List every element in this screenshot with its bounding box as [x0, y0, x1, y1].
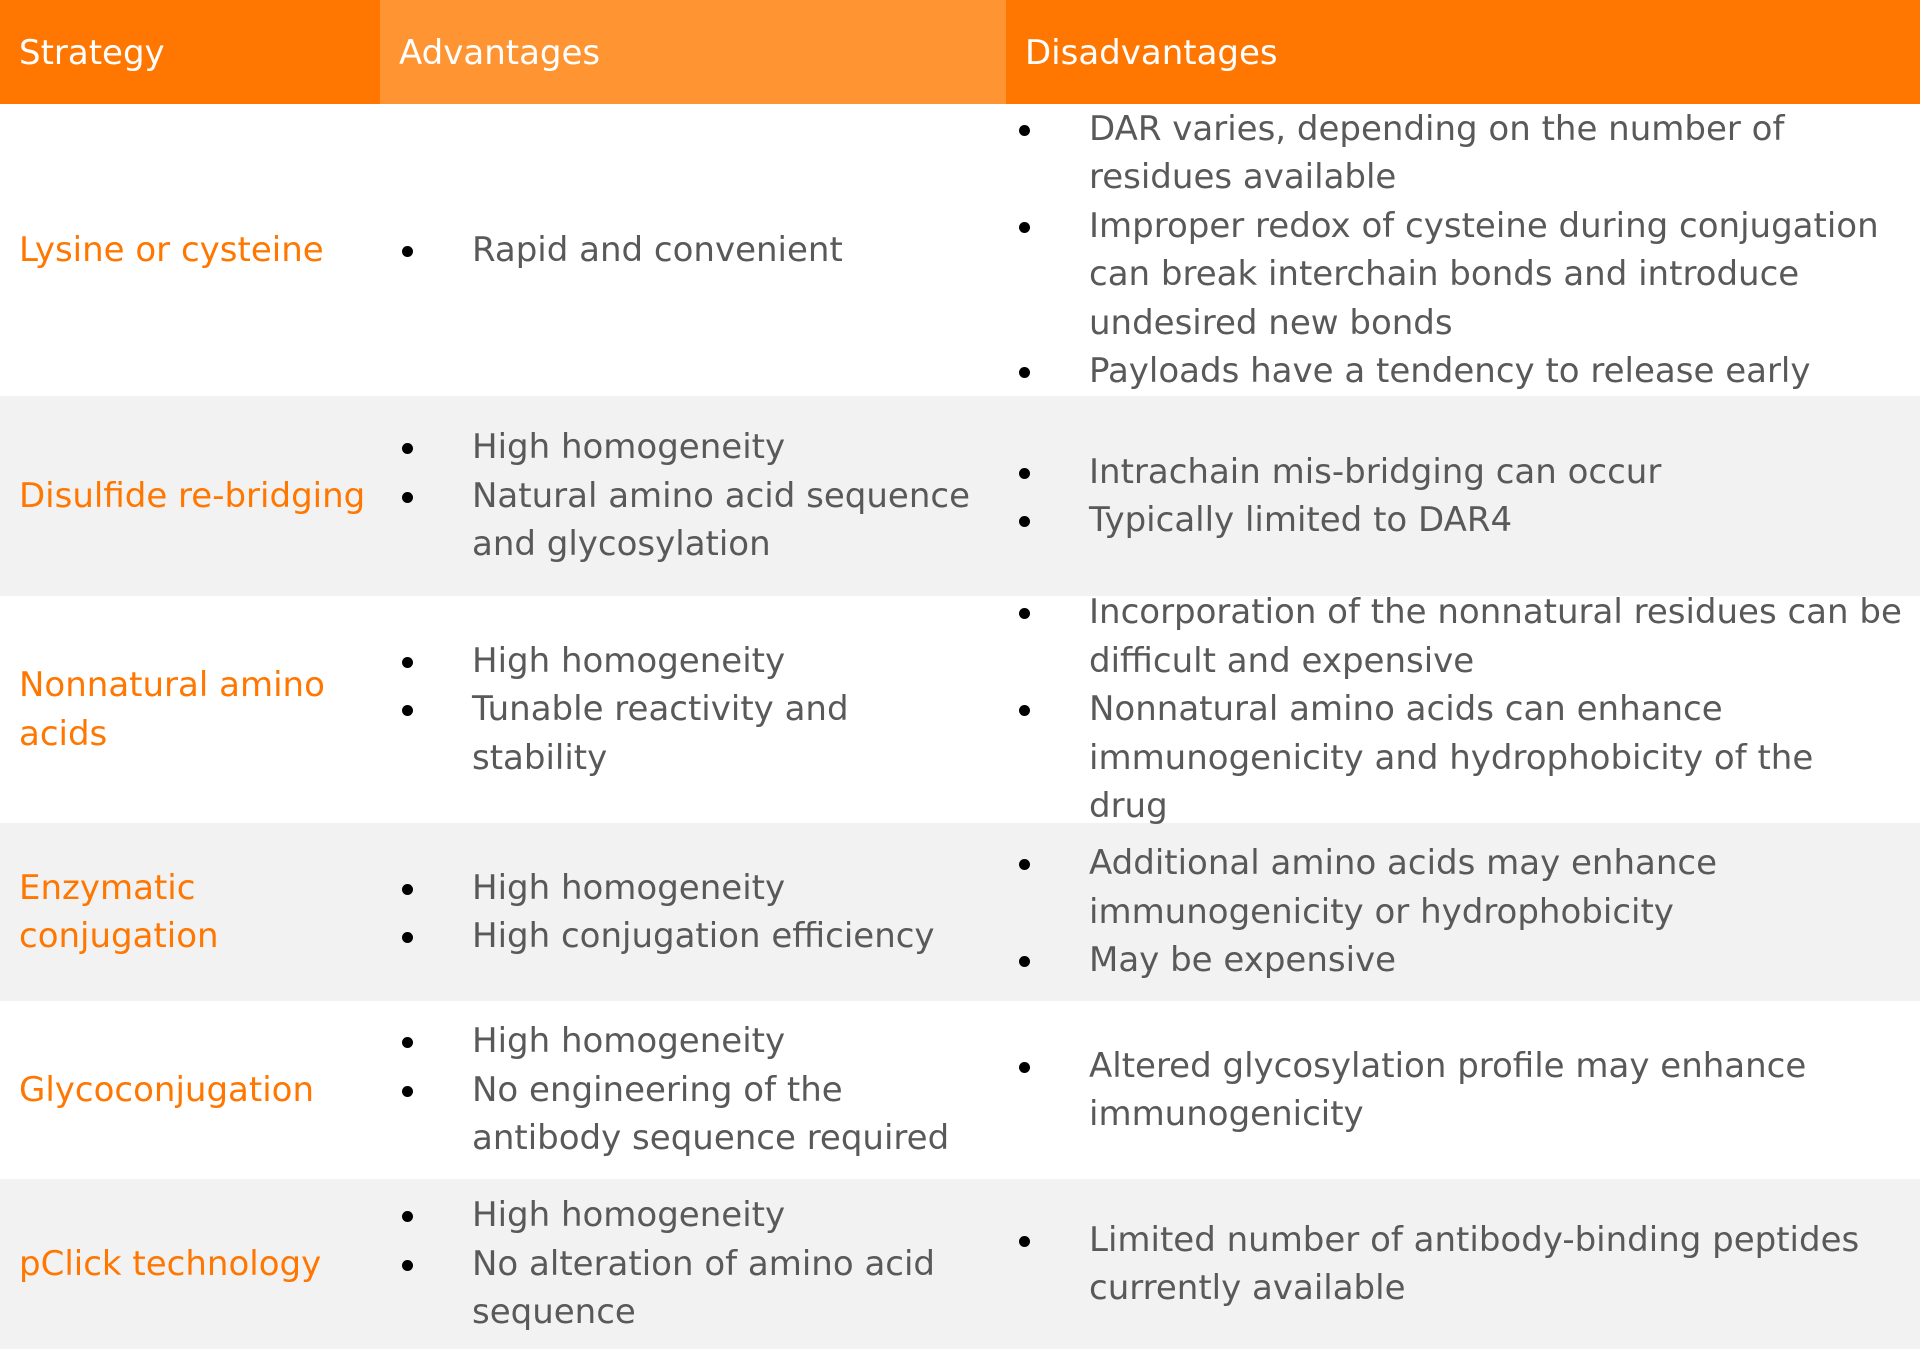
list-item: Rapid and convenient	[402, 226, 1006, 275]
table-header	[0, 0, 1920, 104]
strategy-cell: Lysine or cysteine	[19, 229, 324, 270]
disadvantages-list	[1006, 1042, 1920, 1139]
table-row	[0, 1179, 1920, 1349]
list-item: No alteration of amino acid sequence	[402, 1240, 1006, 1337]
header-strategy: Strategy	[19, 33, 165, 73]
advantages-cell	[380, 823, 1006, 1001]
list-item: DAR varies, depending on the number of residues available	[1019, 105, 1920, 202]
list-item: High homogeneity	[402, 637, 1006, 686]
disadvantages-list	[1006, 839, 1920, 985]
disadvantages-cell	[1006, 396, 1920, 596]
advantages-cell	[380, 1179, 1006, 1349]
disadvantages-list	[1006, 105, 1920, 396]
table-row	[0, 104, 1920, 396]
list-item: Typically limited to DAR4	[1019, 496, 1920, 545]
strategy-cell: Nonnatural amino acids	[19, 665, 325, 754]
table-row	[0, 396, 1920, 596]
advantages-list	[380, 423, 1006, 569]
strategy-cell: Enzymatic conjugation	[19, 867, 219, 956]
list-item: Additional amino acids may enhance immunogenicity or hydrophobicity	[1019, 839, 1920, 936]
strategy-cell: Glycoconjugation	[19, 1069, 314, 1110]
list-item: High homogeneity	[402, 1017, 1006, 1066]
disadvantages-list	[1006, 448, 1920, 545]
list-item: Nonnatural amino acids can enhance immunogenicity and hydrophobicity of the drug	[1019, 685, 1920, 831]
table-row	[0, 823, 1920, 1001]
list-item: Natural amino acid sequence and glycosylation	[402, 472, 1006, 569]
table-row	[0, 592, 1920, 827]
advantages-list	[380, 226, 1006, 275]
list-item: High homogeneity	[402, 1191, 1006, 1240]
disadvantages-cell	[1006, 592, 1920, 827]
list-item: High homogeneity	[402, 864, 1006, 913]
strategy-cell: pClick technology	[19, 1243, 322, 1284]
disadvantages-cell	[1006, 1179, 1920, 1349]
list-item: Limited number of antibody-binding peptides currently available	[1019, 1216, 1920, 1313]
list-item: Payloads have a tendency to release early	[1019, 347, 1920, 396]
list-item: Incorporation of the nonnatural residues can be difficult and expensive	[1019, 588, 1920, 685]
disadvantages-cell	[1006, 1001, 1920, 1179]
list-item: Improper redox of cysteine during conjugation can break interchain bonds and introduce undesired new bonds	[1019, 202, 1920, 348]
advantages-list	[380, 864, 1006, 961]
advantages-cell	[380, 1001, 1006, 1179]
disadvantages-list	[1006, 1216, 1920, 1313]
advantages-cell	[380, 104, 1006, 396]
table-row	[0, 1001, 1920, 1179]
disadvantages-cell	[1006, 104, 1920, 396]
advantages-list	[380, 1191, 1006, 1337]
advantages-cell	[380, 396, 1006, 596]
list-item: May be expensive	[1019, 936, 1920, 985]
header-disadvantages: Disadvantages	[1025, 33, 1278, 73]
advantages-list	[380, 1017, 1006, 1163]
advantages-cell	[380, 596, 1006, 823]
list-item: High homogeneity	[402, 423, 1006, 472]
strategy-cell: Disulfide re-bridging	[19, 475, 366, 516]
list-item: High conjugation efficiency	[402, 912, 1006, 961]
header-advantages: Advantages	[380, 0, 1006, 104]
list-item: Intrachain mis-bridging can occur	[1019, 448, 1920, 497]
disadvantages-cell	[1006, 823, 1920, 1001]
list-item: Altered glycosylation profile may enhance immunogenicity	[1019, 1042, 1920, 1139]
list-item: Tunable reactivity and stability	[402, 685, 1006, 782]
disadvantages-list	[1006, 588, 1920, 831]
advantages-list	[380, 637, 1006, 783]
list-item: No engineering of the antibody sequence required	[402, 1066, 1006, 1163]
